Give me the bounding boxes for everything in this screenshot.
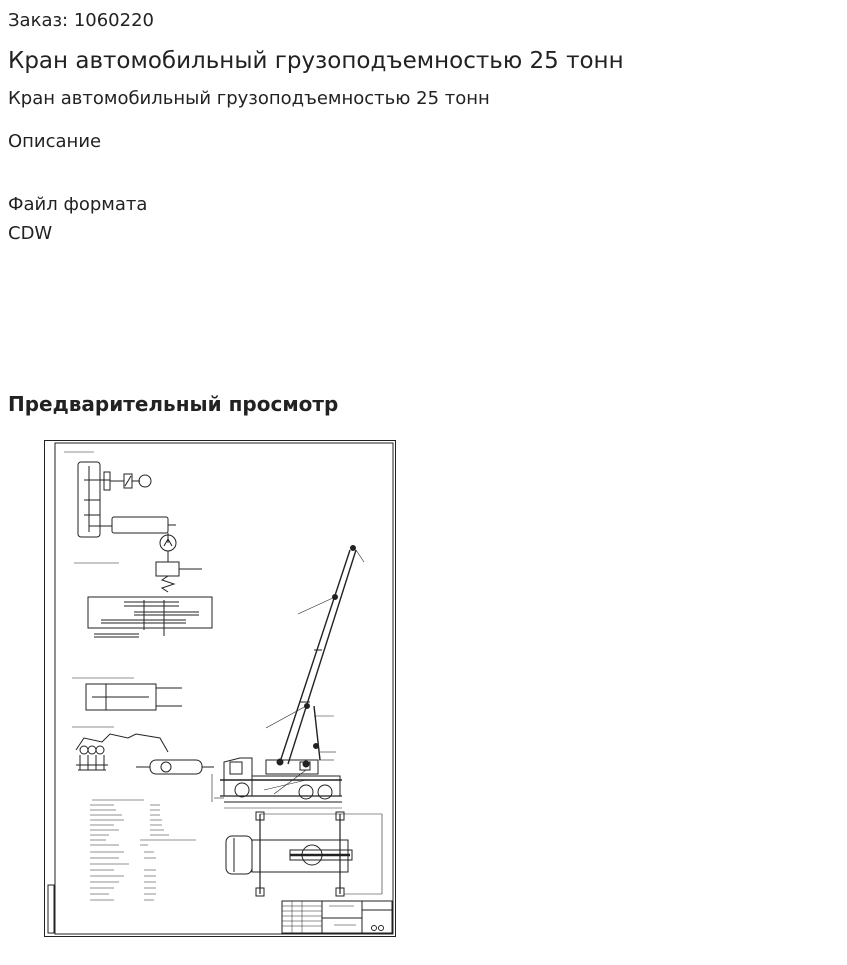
title-block	[282, 901, 392, 933]
file-format-value: CDW	[8, 223, 53, 244]
spec-text	[90, 800, 196, 900]
page-title: Кран автомобильный грузоподъемностью 25 тонн	[8, 48, 624, 74]
kinematic-scheme	[64, 452, 212, 637]
description-label: Описание	[8, 131, 102, 152]
page-subtitle: Кран автомобильный грузоподъемностью 25 тонн	[8, 88, 490, 109]
file-format-label: Файл формата	[8, 194, 148, 215]
crane-top-view	[226, 812, 382, 896]
order-number: Заказ: 1060220	[8, 10, 154, 31]
preview-heading: Предварительный просмотр	[8, 392, 339, 416]
crane-side-view	[212, 546, 364, 809]
outrigger-scheme	[72, 678, 214, 774]
drawing-preview-image[interactable]	[44, 440, 396, 937]
